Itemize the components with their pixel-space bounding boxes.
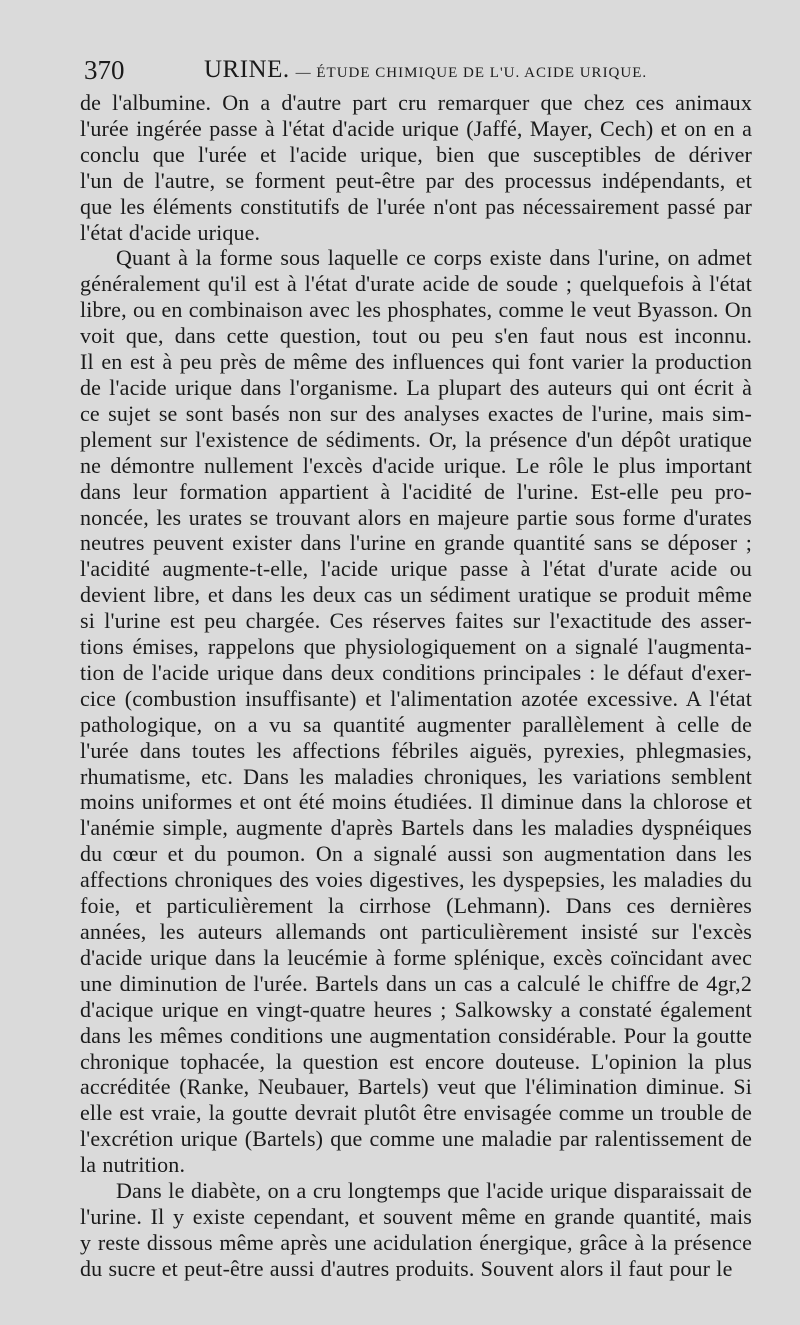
text-line: si l'urine est peu chargée. Ces réserves faites sur l'exactitude des asser- <box>80 608 752 634</box>
text-line: chronique tophacée, la question est encore douteuse. L'opinion la plus <box>80 1048 752 1074</box>
paragraph <box>80 90 752 245</box>
running-title-main: URINE. <box>204 56 290 83</box>
text-line: ce sujet se sont basés non sur des analyses exactes de l'urine, mais sim- <box>80 400 752 426</box>
text-line: l'urée ingérée passe à l'état d'acide urique (Jaffé, Mayer, Cech) et on en a <box>80 115 752 141</box>
text-line: de l'albumine. On a d'autre part cru remarquer que chez ces animaux <box>80 90 752 115</box>
text-line: dans les mêmes conditions une augmentation considérable. Pour la goutte <box>80 1022 752 1048</box>
text-line: années, les auteurs allemands ont particulièrement insisté sur l'excès <box>80 919 752 944</box>
running-title-sub: — ÉTUDE CHIMIQUE DE L'U. ACIDE URIQUE. <box>295 65 648 81</box>
text-line: généralement qu'il est à l'état d'urate acide de soude ; quelquefois à l'état <box>80 271 752 297</box>
text-line: foie, et particulièrement la cirrhose (Lehmann). Dans ces dernières <box>80 893 752 919</box>
paragraph <box>80 1178 752 1282</box>
running-title <box>204 52 647 91</box>
text-line: ne démontre nullement l'excès d'acide urique. Le rôle le plus important <box>80 452 752 478</box>
text-line: plement sur l'existence de sédiments. Or, la présence d'un dépôt uratique <box>80 426 752 452</box>
text-line: du cœur et du poumon. On a signalé aussi son augmentation dans les <box>80 841 752 867</box>
text-line: accréditée (Ranke, Neubauer, Bartels) veut que l'élimination diminue. Si <box>80 1074 752 1100</box>
text-line: d'acide urique dans la leucémie à forme splénique, excès coïncidant avec <box>80 944 752 970</box>
text-line: dans leur formation appartient à l'acidité de l'urine. Est-elle peu pro- <box>80 478 752 504</box>
text-line: libre, ou en combinaison avec les phosphates, comme le veut Byasson. On <box>80 297 752 323</box>
text-line: affections chroniques des voies digestives, les dyspepsies, les maladies du <box>80 867 752 893</box>
text-line: y reste dissous même après une acidulation énergique, grâce à la présence <box>80 1229 752 1255</box>
text-line: tions émises, rappelons que physiologiquement on a signalé l'augmenta- <box>80 634 752 660</box>
text-line: l'anémie simple, augmente d'après Bartels dans les maladies dyspnéiques <box>80 815 752 841</box>
text-line: d'acique urique en vingt-quatre heures ; Salkowsky a constaté également <box>80 996 752 1022</box>
text-line: l'acidité augmente-t-elle, l'acide urique passe à l'état d'urate acide ou <box>80 556 752 582</box>
text-line: l'état d'acide urique. <box>80 219 261 245</box>
text-line: Il en est à peu près de même des influences qui font varier la production <box>80 349 752 375</box>
body-text <box>80 90 752 1282</box>
text-line: elle est vraie, la goutte devrait plutôt être envisagée comme un trouble de <box>80 1100 752 1126</box>
text-line: Dans le diabète, on a cru longtemps que l'acide urique disparaissait de <box>116 1178 752 1204</box>
text-line: tion de l'acide urique dans deux conditions principales : le défaut d'exer- <box>80 659 752 685</box>
text-line: neutres peuvent exister dans l'urine en grande quantité sans se déposer ; <box>80 530 752 556</box>
text-line: une diminution de l'urée. Bartels dans un cas a calculé le chiffre de 4gr,2 <box>80 970 752 996</box>
running-header <box>84 52 754 88</box>
text-line: moins uniformes et ont été moins étudiées. Il diminue dans la chlorose et <box>80 789 752 815</box>
text-line: l'urée dans toutes les affections fébriles aiguës, pyrexies, phlegmasies, <box>80 737 752 763</box>
text-line: que les éléments constitutifs de l'urée n'ont pas nécessairement passé par <box>80 193 752 219</box>
text-line: cice (combustion insuffisante) et l'alimentation azotée excessive. A l'état <box>80 685 752 711</box>
text-line: devient libre, et dans les deux cas un sédiment uratique se produit même <box>80 582 752 608</box>
text-line: voit que, dans cette question, tout ou peu s'en faut nous est inconnu. <box>80 323 752 349</box>
text-line: l'un de l'autre, se forment peut-être par des processus indépendants, et <box>80 167 752 193</box>
text-line: la nutrition. <box>80 1152 186 1178</box>
text-line: l'excrétion urique (Bartels) que comme une maladie par ralentissement de <box>80 1126 752 1152</box>
text-line: rhumatisme, etc. Dans les maladies chroniques, les variations semblent <box>80 763 752 789</box>
text-line: pathologique, on a vu sa quantité augmenter parallèlement à celle de <box>80 711 752 737</box>
paragraph <box>80 245 752 1178</box>
text-line: de l'acide urique dans l'organisme. La plupart des auteurs qui ont écrit à <box>80 374 752 400</box>
text-line: du sucre et peut-être aussi d'autres produits. Souvent alors il faut pour le <box>80 1255 733 1281</box>
text-line: Quant à la forme sous laquelle ce corps existe dans l'urine, on admet <box>116 245 752 271</box>
text-line: conclu que l'urée et l'acide urique, bien que susceptibles de dériver <box>80 141 752 167</box>
text-line: l'urine. Il y existe cependant, et souvent même en grande quantité, mais <box>80 1203 752 1229</box>
text-line: noncée, les urates se trouvant alors en majeure partie sous forme d'urates <box>80 504 752 530</box>
page-number: 370 <box>84 55 125 85</box>
